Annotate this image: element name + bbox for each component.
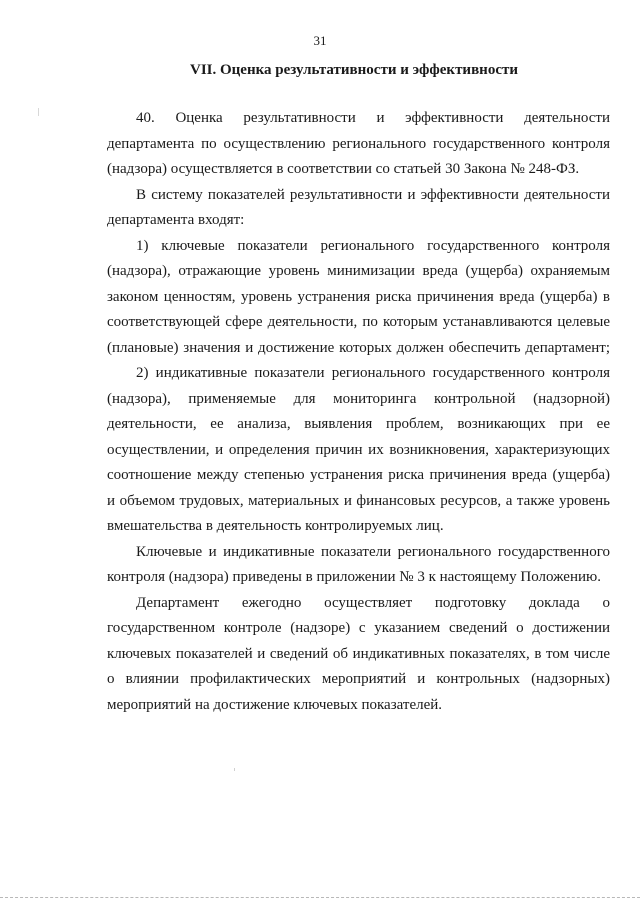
text-line: департамента по осуществлению регионального государственного контроля — [107, 135, 610, 152]
text-line: (надзора) осуществляется в соответствии со статьей 30 Закона № 248-ФЗ. — [107, 161, 580, 177]
text-line: 40. Оценка результативности и эффективности деятельности — [136, 110, 610, 126]
text-line: законом ценностям, уровень устранения риска причинения вреда (ущерба) в — [107, 288, 610, 305]
section-heading: VII. Оценка результативности и эффективности — [189, 62, 518, 78]
text-line: вмешательства в деятельность контролируемых лиц. — [107, 518, 444, 534]
text-line: государственном контроле (надзоре) с указанием сведений о достижении — [107, 620, 610, 636]
paragraph-indicative-indicators — [107, 361, 610, 540]
text-line: Ключевые и индикативные показатели регионального государственного — [136, 543, 610, 560]
text-line: соответствующей сфере деятельности, по которым устанавливаются целевые — [107, 314, 610, 330]
paragraph-key-indicators — [107, 234, 610, 362]
paragraph-annual-report — [107, 591, 610, 719]
text-line: ключевых показателей и сведений об индикативных показателях, в том числе — [107, 645, 610, 662]
bottom-rule — [0, 897, 640, 899]
text-line: (плановые) значения и достижение которых должен обеспечить департамент; — [107, 339, 610, 356]
text-line: мероприятий на достижение ключевых показателей. — [107, 696, 443, 713]
document-body — [107, 106, 610, 718]
text-line: Департамент ежегодно осуществляет подготовку доклада о — [136, 594, 610, 611]
text-line: контроля (надзора) приведены в приложении № 3 к настоящему Положению. — [107, 569, 601, 585]
text-line: (надзора), применяемые для мониторинга контрольной (надзорной) — [107, 390, 610, 407]
text-line: (надзора), отражающие уровень минимизации вреда (ущерба) охраняемым — [107, 263, 610, 279]
page-number: 31 — [313, 33, 327, 48]
text-line: осуществлении, и определения причин их возникновения, характеризующих — [107, 441, 610, 458]
text-line: 1) ключевые показатели регионального государственного контроля — [136, 237, 610, 254]
paragraph-indicator-system — [107, 183, 610, 234]
text-line: о влиянии профилактических мероприятий и контрольных (надзорных) — [107, 671, 610, 687]
scan-dot — [234, 768, 235, 771]
text-line: департамента входят: — [107, 212, 245, 228]
text-line: 2) индикативные показатели регионального государственного контроля — [136, 365, 610, 381]
margin-mark — [38, 108, 39, 116]
text-line: деятельности, ее анализа, выявления проблем, возникающих при ее — [107, 416, 610, 432]
paragraph-40 — [107, 106, 610, 183]
text-line: и объемом трудовых, материальных и финансовых ресурсов, а также уровень — [107, 492, 610, 509]
paragraph-appendix-reference — [107, 540, 610, 591]
text-line: В систему показателей результативности и эффективности деятельности — [136, 186, 610, 203]
text-line: соотношение между степенью устранения риска причинения вреда (ущерба) — [107, 467, 610, 483]
